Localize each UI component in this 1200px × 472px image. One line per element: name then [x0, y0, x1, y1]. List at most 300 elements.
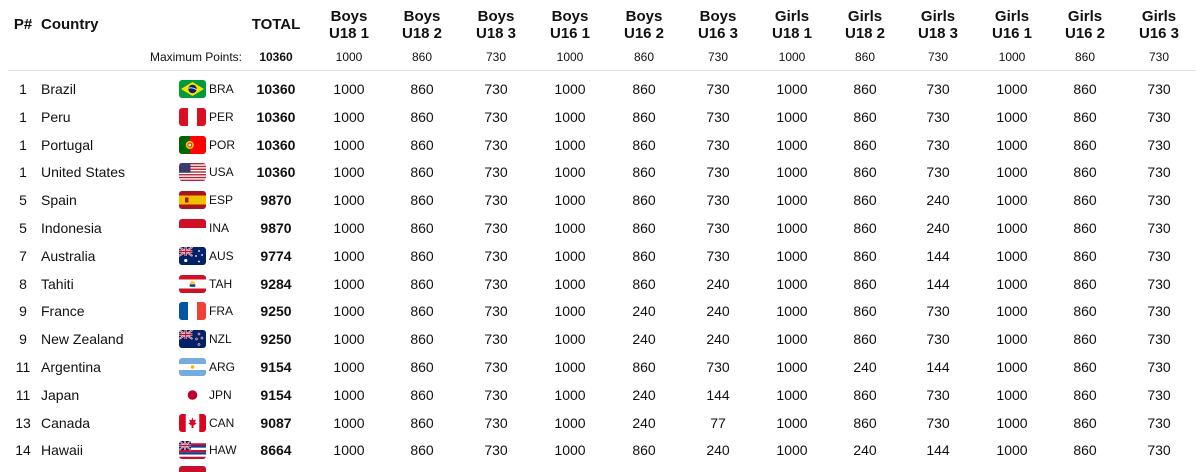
category-points: 1000	[996, 358, 1028, 375]
category-points: 730	[1147, 108, 1171, 125]
country-name: Portugal	[41, 136, 94, 153]
table-row	[0, 131, 1200, 159]
country-code: ESP	[209, 193, 234, 208]
category-points: 144	[706, 386, 730, 403]
table-row	[0, 186, 1200, 214]
category-points: 730	[1147, 81, 1171, 97]
country-name: Indonesia	[41, 219, 102, 236]
category-points: 730	[706, 192, 730, 209]
category-points: 730	[484, 247, 508, 264]
category-points: 1000	[554, 358, 586, 375]
category-points: 730	[926, 81, 950, 97]
country-code: BRA	[209, 82, 234, 96]
category-points: 730	[1147, 164, 1171, 181]
category-points: 1000	[554, 136, 586, 153]
category-points: 730	[926, 386, 950, 403]
category-points: 1000	[333, 81, 365, 97]
category-points: 860	[853, 108, 877, 125]
canada-flag-icon	[179, 414, 206, 432]
country-code: TAH	[209, 276, 233, 291]
category-points: 730	[926, 414, 950, 431]
category-points: 730	[926, 164, 950, 181]
category-points: 1000	[554, 219, 586, 236]
table-row	[0, 242, 1200, 270]
category-points: 730	[484, 275, 508, 292]
rank-cell: 1	[19, 81, 27, 97]
category-points: 860	[1073, 81, 1097, 97]
category-points: 860	[853, 136, 877, 153]
category-header	[319, 8, 379, 42]
category-points: 240	[632, 303, 656, 320]
category-header	[1129, 8, 1189, 42]
table-row	[0, 158, 1200, 186]
table-row	[0, 325, 1200, 353]
category-points: 1000	[554, 275, 586, 292]
category-points: 730	[926, 331, 950, 348]
category-points: 860	[410, 331, 434, 348]
category-points: 730	[1147, 331, 1171, 348]
category-points: 1000	[554, 192, 586, 209]
category-points: 860	[853, 192, 877, 209]
category-points: 1000	[776, 164, 808, 181]
category-points: 1000	[333, 219, 365, 236]
category-header	[614, 8, 674, 42]
category-points: 1000	[333, 192, 365, 209]
tahiti-flag-icon	[179, 275, 206, 293]
category-header-line2: U18 3	[917, 25, 959, 42]
category-points: 860	[853, 414, 877, 431]
category-header	[908, 8, 968, 42]
rank-cell: 7	[19, 247, 27, 264]
category-points: 730	[1147, 247, 1171, 264]
max-points-value: 1000	[998, 50, 1026, 64]
category-points: 1000	[333, 386, 365, 403]
category-points: 1000	[996, 81, 1028, 97]
category-header-line1: Boys	[699, 8, 737, 25]
rank-cell: 14	[15, 442, 31, 459]
country-name: New Zealand	[41, 331, 124, 348]
country-name: Australia	[41, 247, 96, 264]
category-points: 240	[706, 275, 730, 292]
category-points: 1000	[333, 303, 365, 320]
category-header	[762, 8, 822, 42]
country-name: Spain	[41, 192, 77, 209]
category-points: 860	[1073, 219, 1097, 236]
category-header-line2: U16 3	[1138, 25, 1180, 42]
category-header-line1: Boys	[477, 8, 515, 25]
category-points: 860	[410, 192, 434, 209]
max-points-value: 730	[707, 50, 729, 64]
country-name: France	[41, 303, 85, 320]
category-points: 860	[1073, 164, 1097, 181]
category-header-line1: Girls	[1141, 8, 1177, 25]
category-header-line2: U16 1	[991, 25, 1033, 42]
country-code: POR	[209, 137, 236, 152]
category-points: 1000	[996, 108, 1028, 125]
category-points: 1000	[996, 331, 1028, 348]
category-points: 730	[706, 164, 730, 181]
category-points: 860	[410, 108, 434, 125]
category-header-line2: U18 3	[475, 25, 517, 42]
category-points: 860	[1073, 386, 1097, 403]
country-name: Tahiti	[41, 275, 74, 292]
category-header-line1: Girls	[920, 8, 956, 25]
category-points: 1000	[333, 247, 365, 264]
category-points: 1000	[776, 108, 808, 125]
max-points-value: 860	[411, 50, 433, 64]
category-header-line2: U18 1	[328, 25, 370, 42]
rank-cell: 5	[19, 192, 27, 209]
max-points-value: 730	[485, 50, 507, 64]
category-points: 1000	[554, 164, 586, 181]
category-points: 860	[853, 275, 877, 292]
category-points: 730	[1147, 192, 1171, 209]
peru-flag-icon	[179, 108, 206, 126]
category-points: 1000	[776, 331, 808, 348]
table-header	[0, 0, 1200, 70]
country-code: AUS	[209, 248, 234, 263]
max-points-total: 10360	[259, 50, 293, 64]
newzealand-flag-icon	[179, 330, 206, 348]
category-points: 1000	[996, 247, 1028, 264]
category-points: 860	[632, 192, 656, 209]
category-points: 240	[926, 192, 950, 209]
category-points: 1000	[333, 442, 365, 459]
category-points: 860	[632, 136, 656, 153]
rank-cell: 1	[19, 164, 27, 181]
total-points: 9154	[260, 386, 292, 403]
category-points: 860	[410, 358, 434, 375]
partial-flag-next-row	[179, 466, 206, 472]
category-points: 860	[410, 164, 434, 181]
category-header-line2: U18 1	[771, 25, 813, 42]
rank-cell: 1	[19, 136, 27, 153]
australia-flag-icon	[179, 247, 206, 265]
category-points: 1000	[996, 164, 1028, 181]
country-header: Country	[41, 16, 99, 33]
category-points: 860	[410, 442, 434, 459]
total-points: 10360	[256, 164, 296, 181]
category-points: 860	[853, 81, 877, 97]
category-points: 1000	[333, 275, 365, 292]
table-row	[0, 75, 1200, 103]
category-points: 860	[632, 164, 656, 181]
total-points: 9870	[260, 219, 292, 236]
category-points: 860	[410, 81, 434, 97]
category-points: 730	[484, 303, 508, 320]
category-points: 730	[706, 358, 730, 375]
table-row	[0, 436, 1200, 464]
category-header-line1: Girls	[774, 8, 810, 25]
category-header-line2: U16 3	[697, 25, 739, 42]
category-points: 860	[1073, 108, 1097, 125]
usa-flag-icon	[179, 163, 206, 181]
max-points-value: 730	[927, 50, 949, 64]
category-points: 240	[632, 414, 656, 431]
category-points: 860	[632, 247, 656, 264]
category-points: 1000	[776, 192, 808, 209]
category-points: 860	[853, 303, 877, 320]
category-header-line1: Boys	[625, 8, 663, 25]
category-points: 1000	[776, 303, 808, 320]
category-points: 1000	[776, 81, 808, 97]
rank-cell: 11	[15, 358, 31, 375]
category-points: 860	[410, 219, 434, 236]
category-points: 860	[853, 247, 877, 264]
category-points: 1000	[776, 386, 808, 403]
category-points: 1000	[333, 414, 365, 431]
category-points: 730	[706, 136, 730, 153]
category-points: 1000	[554, 303, 586, 320]
total-points: 9284	[260, 275, 292, 292]
category-header	[835, 8, 895, 42]
country-name: United States	[41, 164, 126, 181]
category-points: 240	[853, 358, 877, 375]
category-points: 1000	[776, 358, 808, 375]
country-name: Brazil	[41, 81, 77, 97]
category-points: 144	[926, 358, 950, 375]
category-header-line1: Boys	[551, 8, 589, 25]
category-points: 730	[706, 81, 730, 97]
category-points: 860	[853, 331, 877, 348]
category-points: 1000	[996, 442, 1028, 459]
header-divider	[8, 70, 1196, 71]
category-points: 860	[632, 275, 656, 292]
hawaii-flag-icon	[179, 441, 206, 459]
category-points: 860	[853, 219, 877, 236]
table-row	[0, 214, 1200, 242]
category-points: 144	[926, 247, 950, 264]
category-points: 1000	[776, 136, 808, 153]
total-header: TOTAL	[251, 16, 301, 33]
category-points: 1000	[996, 303, 1028, 320]
table-row	[0, 297, 1200, 325]
country-code: FRA	[209, 304, 233, 319]
category-points: 1000	[554, 108, 586, 125]
max-points-value: 860	[854, 50, 876, 64]
category-points: 1000	[996, 136, 1028, 153]
max-points-value: 730	[1148, 50, 1170, 64]
category-header-line2: U16 2	[1064, 25, 1106, 42]
category-points: 1000	[333, 136, 365, 153]
country-code: NZL	[209, 332, 232, 347]
country-code: JPN	[209, 387, 232, 402]
category-points: 1000	[554, 386, 586, 403]
category-header-line1: Boys	[403, 8, 441, 25]
category-points: 1000	[996, 192, 1028, 209]
max-points-value: 1000	[556, 50, 584, 64]
category-points: 240	[632, 386, 656, 403]
category-points: 240	[706, 331, 730, 348]
max-points-value: 1000	[778, 50, 806, 64]
category-points: 240	[926, 219, 950, 236]
country-name: Argentina	[41, 358, 101, 375]
country-code: PER	[209, 109, 234, 124]
total-points: 10360	[256, 81, 296, 97]
table-row	[0, 381, 1200, 409]
country-code: CAN	[209, 415, 235, 430]
table-body	[0, 75, 1200, 464]
total-points: 9870	[260, 192, 292, 209]
total-points: 10360	[256, 136, 296, 153]
category-points: 1000	[996, 219, 1028, 236]
category-points: 1000	[776, 414, 808, 431]
category-points: 240	[632, 331, 656, 348]
category-points: 240	[853, 442, 877, 459]
category-points: 730	[484, 81, 508, 97]
table-row	[0, 353, 1200, 381]
rank-cell: 13	[15, 414, 31, 431]
category-points: 144	[926, 275, 950, 292]
category-points: 730	[1147, 136, 1171, 153]
country-code: HAW	[209, 443, 237, 458]
category-header	[982, 8, 1042, 42]
category-header-line2: U16 2	[623, 25, 665, 42]
category-points: 730	[484, 136, 508, 153]
category-points: 860	[1073, 303, 1097, 320]
category-header-line2: U16 1	[549, 25, 591, 42]
category-header	[688, 8, 748, 42]
category-points: 860	[632, 108, 656, 125]
category-points: 1000	[333, 331, 365, 348]
rank-header: P#	[13, 16, 33, 33]
category-header-line1: Girls	[1067, 8, 1103, 25]
category-points: 730	[1147, 275, 1171, 292]
category-points: 730	[1147, 442, 1171, 459]
category-points: 730	[484, 358, 508, 375]
category-header	[1055, 8, 1115, 42]
rank-cell: 1	[19, 108, 27, 125]
table-row	[0, 409, 1200, 437]
category-points: 860	[1073, 136, 1097, 153]
country-name: Peru	[41, 108, 71, 125]
category-points: 730	[926, 108, 950, 125]
category-points: 1000	[554, 81, 586, 97]
category-points: 860	[853, 386, 877, 403]
max-points-value: 860	[1074, 50, 1096, 64]
category-points: 860	[1073, 358, 1097, 375]
total-points: 9250	[260, 303, 292, 320]
rank-cell: 9	[19, 331, 27, 348]
category-points: 860	[1073, 414, 1097, 431]
category-points: 730	[484, 414, 508, 431]
country-name: Japan	[41, 386, 80, 403]
max-points-value: 1000	[335, 50, 363, 64]
category-header-line2: U18 2	[401, 25, 443, 42]
category-points: 860	[1073, 192, 1097, 209]
category-points: 730	[1147, 219, 1171, 236]
category-header-line1: Boys	[330, 8, 368, 25]
brazil-flag-icon	[179, 80, 206, 98]
category-points: 730	[926, 303, 950, 320]
category-points: 730	[484, 164, 508, 181]
country-code: INA	[209, 220, 230, 235]
category-points: 860	[410, 136, 434, 153]
rank-cell: 8	[19, 275, 27, 292]
category-points: 1000	[554, 331, 586, 348]
category-points: 144	[926, 442, 950, 459]
category-points: 860	[410, 275, 434, 292]
category-points: 1000	[776, 275, 808, 292]
argentina-flag-icon	[179, 358, 206, 376]
country-name: Canada	[41, 414, 91, 431]
category-header-line1: Girls	[847, 8, 883, 25]
table-row	[0, 270, 1200, 298]
max-points-value: 860	[633, 50, 655, 64]
rank-cell: 9	[19, 303, 27, 320]
category-points: 730	[1147, 358, 1171, 375]
category-points: 730	[484, 192, 508, 209]
rank-cell: 5	[19, 219, 27, 236]
category-points: 1000	[554, 414, 586, 431]
category-points: 730	[484, 442, 508, 459]
category-header	[540, 8, 600, 42]
country-code: USA	[209, 165, 234, 180]
category-points: 730	[484, 331, 508, 348]
portugal-flag-icon	[179, 136, 206, 154]
category-points: 730	[706, 108, 730, 125]
category-points: 860	[1073, 275, 1097, 292]
total-points: 9774	[260, 247, 292, 264]
category-points: 730	[1147, 303, 1171, 320]
japan-flag-icon	[179, 386, 206, 404]
category-points: 1000	[776, 247, 808, 264]
category-points: 860	[410, 247, 434, 264]
category-points: 730	[484, 386, 508, 403]
indonesia-flag-icon	[179, 219, 206, 237]
category-points: 730	[706, 247, 730, 264]
category-points: 1000	[333, 164, 365, 181]
category-header-line2: U18 2	[844, 25, 886, 42]
category-header	[392, 8, 452, 42]
table-row	[0, 103, 1200, 131]
category-points: 860	[410, 303, 434, 320]
category-points: 860	[1073, 442, 1097, 459]
category-points: 730	[484, 219, 508, 236]
category-points: 860	[853, 164, 877, 181]
category-points: 730	[1147, 386, 1171, 403]
category-points: 730	[926, 136, 950, 153]
category-points: 730	[1147, 414, 1171, 431]
total-points: 10360	[256, 108, 296, 125]
france-flag-icon	[179, 302, 206, 320]
category-header	[466, 8, 526, 42]
category-points: 860	[1073, 247, 1097, 264]
spain-flag-icon	[179, 191, 206, 209]
category-points: 860	[632, 81, 656, 97]
category-points: 730	[706, 219, 730, 236]
category-points: 860	[410, 386, 434, 403]
total-points: 8664	[260, 442, 292, 459]
category-header-line1: Girls	[994, 8, 1030, 25]
category-points: 1000	[996, 414, 1028, 431]
category-points: 77	[710, 414, 726, 431]
category-points: 860	[410, 414, 434, 431]
category-points: 1000	[776, 219, 808, 236]
category-points: 1000	[333, 358, 365, 375]
category-points: 1000	[776, 442, 808, 459]
category-points: 860	[1073, 331, 1097, 348]
category-points: 1000	[333, 108, 365, 125]
category-points: 240	[706, 303, 730, 320]
category-points: 860	[632, 219, 656, 236]
category-points: 1000	[996, 386, 1028, 403]
category-points: 1000	[554, 442, 586, 459]
country-name: Hawaii	[41, 442, 84, 459]
total-points: 9087	[260, 414, 292, 431]
rank-cell: 11	[15, 386, 31, 403]
category-points: 730	[484, 108, 508, 125]
